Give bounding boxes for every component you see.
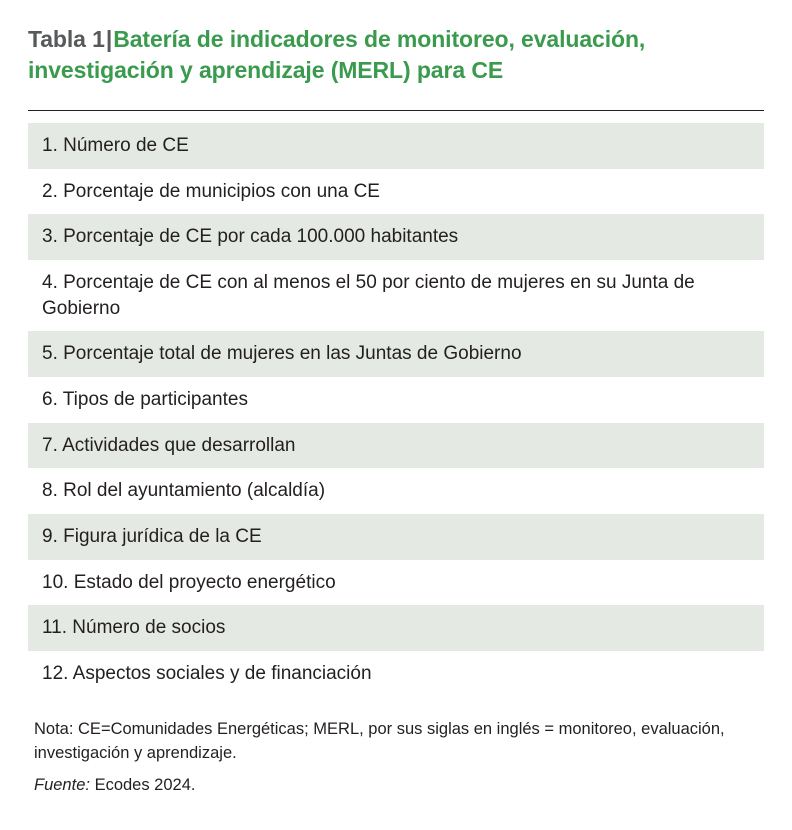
- list-item: 3. Porcentaje de CE por cada 100.000 habitantes: [28, 214, 764, 260]
- list-item: 4. Porcentaje de CE con al menos el 50 por ciento de mujeres en su Junta de Gobierno: [28, 260, 764, 331]
- source-label: Fuente:: [34, 776, 90, 795]
- list-item: 5. Porcentaje total de mujeres en las Juntas de Gobierno: [28, 331, 764, 377]
- list-item: 7. Actividades que desarrollan: [28, 423, 764, 469]
- note-text: Nota: CE=Comunidades Energéticas; MERL, por sus siglas en inglés = monitoreo, evaluación, investigación y aprendizaje.: [34, 720, 725, 762]
- list-item: 12. Aspectos sociales y de financiación: [28, 651, 764, 697]
- list-item: 10. Estado del proyecto energético: [28, 560, 764, 606]
- indicator-list: [28, 123, 764, 696]
- list-item: 11. Número de socios: [28, 605, 764, 651]
- source-line: [34, 774, 758, 797]
- page-title: [28, 24, 764, 85]
- list-item: 8. Rol del ayuntamiento (alcaldía): [28, 468, 764, 514]
- title-divider: [28, 110, 764, 111]
- table-number-label: Tabla 1: [28, 26, 105, 52]
- title-separator: |: [105, 26, 113, 52]
- list-item: 1. Número de CE: [28, 123, 764, 169]
- table-notes: [28, 718, 764, 797]
- list-item: 2. Porcentaje de municipios con una CE: [28, 169, 764, 215]
- source-value: Ecodes 2024.: [94, 776, 196, 795]
- list-item: 6. Tipos de participantes: [28, 377, 764, 423]
- list-item: 9. Figura jurídica de la CE: [28, 514, 764, 560]
- table-title-text: Batería de indicadores de monitoreo, evaluación, investigación y aprendizaje (MERL) para CE: [28, 26, 646, 83]
